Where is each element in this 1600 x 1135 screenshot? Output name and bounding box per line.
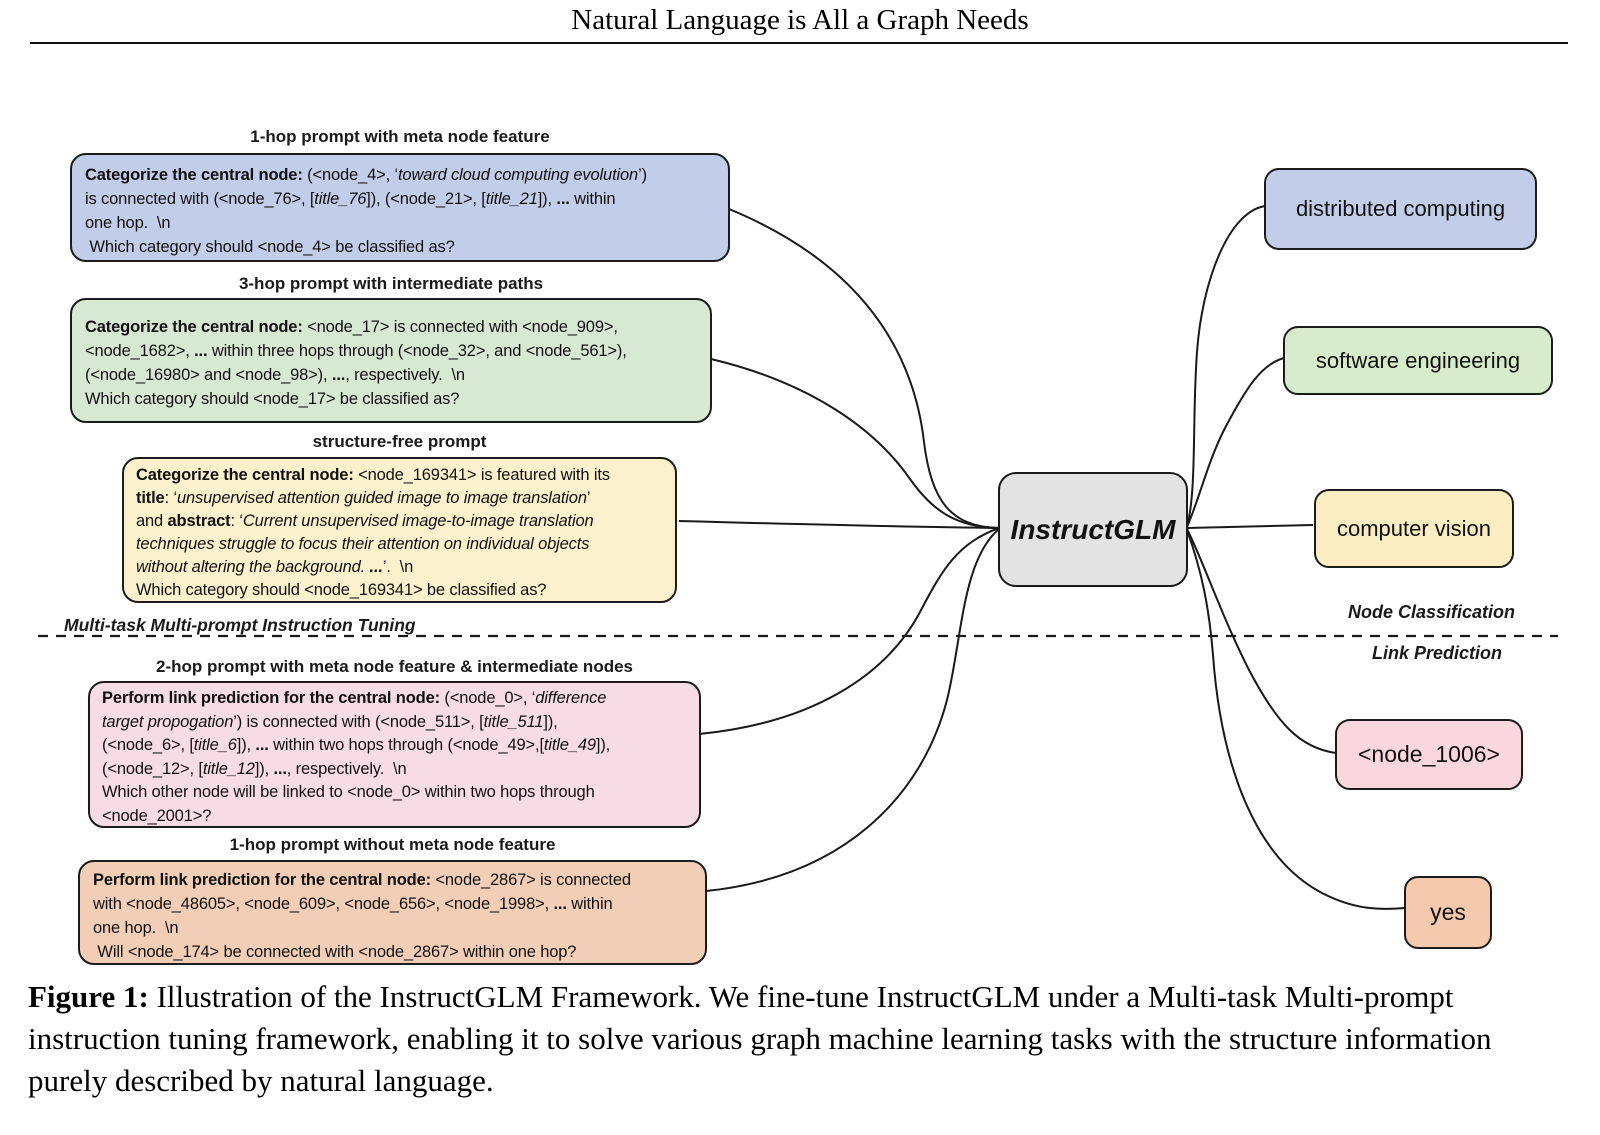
output-label: distributed computing bbox=[1295, 196, 1506, 221]
output-box-distributed-computing bbox=[1264, 168, 1537, 250]
edge-model-to-computervision bbox=[1187, 525, 1313, 528]
prompt-box-1hop-nometa bbox=[78, 860, 707, 965]
paper-title: Natural Language is All a Graph Needs bbox=[571, 4, 1029, 36]
multitask-tuning-label: Multi-task Multi-prompt Instruction Tuning bbox=[64, 615, 416, 635]
prompt-text-1hop: Categorize the central node: (<node_4>, ‘toward cloud computing evolution’) is connected with (<node_76>, [title_76]), (<node_21>, [title_21]), ... within one hop. \n Which category should <node_4> be classified as? bbox=[85, 166, 647, 256]
figure-caption bbox=[28, 976, 1576, 1102]
edge-1hopnometa-to-model bbox=[706, 529, 999, 891]
node-classification-label: Node Classification bbox=[1347, 602, 1515, 622]
prompt-box-1hop bbox=[70, 153, 730, 262]
prompt-header-3hop: 3-hop prompt with intermediate paths bbox=[238, 274, 544, 293]
output-box-software-engineering bbox=[1283, 326, 1553, 395]
prompt-text-2hop: Perform link prediction for the central node: (<node_0>, ‘difference target propogation’) is connected with (<node_511>, [title_511]), (<node_6>, [title_6]), ... within two hops through (<node_49>,[title_49]), (<node_12>, [title_12]), ..., respectively. \n Which other node will be linked to <node_0> within two hops through <node_2001>? bbox=[102, 689, 611, 825]
output-label: yes bbox=[1430, 899, 1466, 925]
prompt-header-1hop: 1-hop prompt with meta node feature bbox=[250, 127, 550, 146]
output-label: software engineering bbox=[1315, 347, 1521, 373]
figure-caption-text: Illustration of the InstructGLM Framework. We fine-tune InstructGLM under a Multi-task Multi-prompt instruction tuning framework, enabling it to solve various graph machine learning tasks with the structure information purely described by natural language. bbox=[28, 979, 1492, 1098]
edge-model-to-software bbox=[1187, 358, 1284, 527]
prompt-header-2hop: 2-hop prompt with meta node feature & intermediate nodes bbox=[156, 657, 633, 676]
output-label: <node_1006> bbox=[1358, 741, 1500, 767]
edge-structurefree-to-model bbox=[679, 521, 999, 528]
output-box-computer-vision bbox=[1314, 489, 1514, 568]
prompt-header-1hop-nometa: 1-hop prompt without meta node feature bbox=[229, 835, 556, 854]
edge-3hop-to-model bbox=[711, 359, 999, 528]
prompt-box-3hop bbox=[70, 298, 712, 423]
instructglm-model-label: InstructGLM bbox=[1010, 513, 1176, 545]
output-box-yes bbox=[1404, 876, 1492, 949]
edge-1hop-to-model bbox=[729, 209, 999, 528]
prompt-box-structurefree bbox=[122, 457, 677, 603]
output-box-node-1006 bbox=[1335, 719, 1523, 790]
output-label: computer vision bbox=[1336, 515, 1492, 541]
edge-model-to-node1006 bbox=[1187, 529, 1336, 753]
prompt-text-3hop: Categorize the central node: <node_17> is connected with <node_909>, <node_1682>, ... within three hops through (<node_32>, and <node_561>), (<node_16980> and <node_98>), ..., respectively. \n Which category should <node_17> be classified as? bbox=[85, 318, 627, 408]
prompt-text-1hop-nometa: Perform link prediction for the central node: <node_2867> is connected with <node_48605>, <node_609>, <node_656>, <node_1998>, ... within one hop. \n Will <node_174> be connected with <node_2867> within one hop? bbox=[93, 871, 631, 961]
link-prediction-label: Link Prediction bbox=[1371, 643, 1502, 663]
figure-caption-lead: Figure 1: bbox=[28, 979, 149, 1014]
edge-2hop-to-model bbox=[699, 528, 999, 734]
instructglm-model-box bbox=[998, 472, 1188, 587]
prompt-header-structurefree: structure-free prompt bbox=[312, 432, 487, 451]
prompt-text-structurefree: Categorize the central node: <node_169341> is featured with its title: ‘unsupervised attention guided image to image translation’ and abstract: ‘Current unsupervised image-to-image translation techniques struggle to focus their attention on individual objects without altering the background. ...’. \n Which category should <node_169341> be classified as? bbox=[136, 466, 610, 599]
prompt-box-2hop bbox=[88, 681, 701, 828]
edge-model-to-distributed bbox=[1187, 206, 1265, 527]
